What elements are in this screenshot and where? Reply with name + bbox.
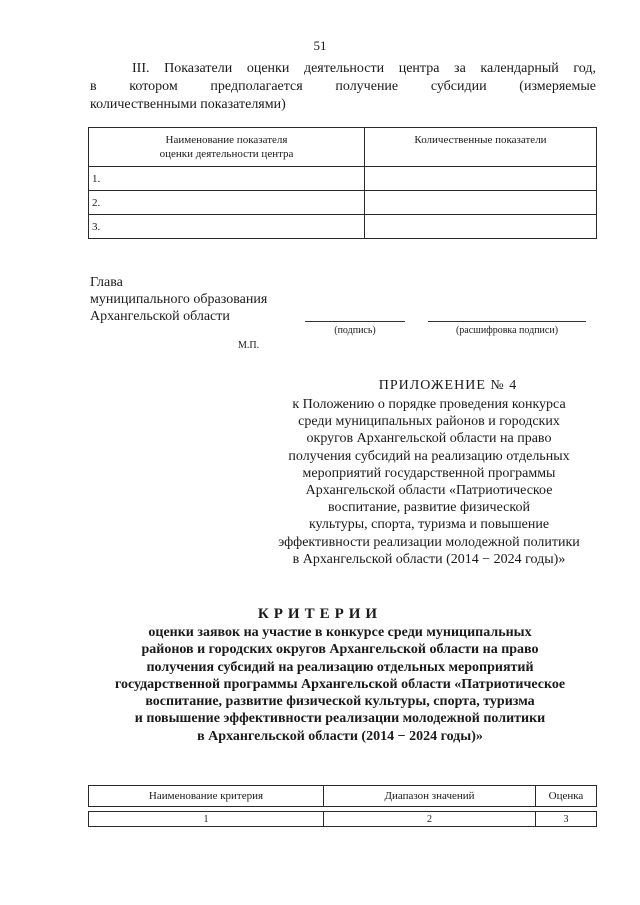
signature-field	[305, 321, 405, 336]
appendix-line: среди муниципальных районов и городских	[298, 414, 560, 430]
criteria-subtitle-line: и повышение эффективности реализации молодежной политики	[134, 711, 546, 727]
criteria-col-name-header: Наименование критерия	[89, 786, 324, 807]
table-row	[89, 167, 597, 191]
appendix-line: мероприятий государственной программы	[302, 465, 556, 481]
row-number: 2.	[89, 191, 365, 215]
criteria-subtitle-line: получения субсидий на реализацию отдельных мероприятий	[146, 659, 534, 675]
criteria-col-range-header: Диапазон значений	[324, 786, 536, 807]
criteria-subtitle-line: оценки заявок на участие в конкурсе среди муниципальных	[148, 625, 532, 640]
signature-line	[305, 321, 405, 322]
table-row	[89, 191, 597, 215]
indicators-col-name-header: Наименование показателя оценки деятельности центра	[89, 128, 365, 167]
appendix-line: получения субсидий на реализацию отдельных	[288, 448, 570, 464]
column-number: 2	[324, 812, 536, 827]
signature-block	[90, 274, 267, 325]
row-value-cell	[365, 215, 597, 239]
table-row	[89, 215, 597, 239]
section-heading-line: количественными показателями)	[90, 97, 286, 112]
appendix-title: ПРИЛОЖЕНИЕ № 4	[378, 378, 518, 393]
appendix-line: в Архангельской области (2014 − 2024 годы)»	[292, 551, 566, 567]
signatory-title: Архангельской области	[90, 309, 230, 324]
criteria-table	[88, 785, 597, 827]
criteria-title: КРИТЕРИИ	[257, 606, 383, 622]
signature-decode-field	[428, 321, 586, 336]
criteria-subtitle-line: воспитание, развитие физической культуры, спорта, туризма	[145, 694, 535, 710]
signatory-title: муниципального образования	[90, 292, 268, 307]
appendix-line: к Положению о порядке проведения конкурса	[292, 397, 566, 412]
column-number: 3	[536, 812, 597, 827]
stamp-place: М.П.	[238, 340, 260, 351]
indicators-col-value-header: Количественные показатели	[365, 128, 597, 167]
row-number: 3.	[89, 215, 365, 239]
row-value-cell	[365, 191, 597, 215]
appendix-line: Архангельской области «Патриотическое	[305, 483, 553, 499]
section-heading-line: III. Показатели оценки деятельности центра за календарный год,	[132, 61, 596, 76]
appendix-line: культуры, спорта, туризма и повышение	[308, 517, 550, 533]
signature-decode-line	[428, 321, 586, 322]
signatory-title: Глава	[90, 275, 123, 290]
criteria-subtitle	[80, 624, 600, 745]
criteria-subtitle-line: районов и городских округов Архангельской области на право	[141, 642, 539, 658]
criteria-number-row	[89, 812, 597, 827]
row-value-cell	[365, 167, 597, 191]
appendix-line: эффективности реализации молодежной политики	[278, 534, 580, 550]
appendix-line: воспитание, развитие физической	[328, 500, 530, 516]
section-heading-line: в котором предполагается получение субсидии (измеряемые	[90, 79, 596, 94]
criteria-subtitle-line: государственной программы Архангельской области «Патриотическое	[114, 676, 566, 692]
criteria-subtitle-line: в Архангельской области (2014 − 2024 годы)»	[197, 728, 483, 744]
page-number: 51	[313, 38, 327, 53]
appendix-body	[262, 396, 596, 568]
signature-caption: (подпись)	[334, 325, 376, 336]
criteria-header-row	[89, 786, 597, 807]
criteria-col-score-header: Оценка	[536, 786, 597, 807]
signature-decode-caption: (расшифровка подписи)	[455, 325, 559, 336]
appendix-line: округов Архангельской области на право	[306, 431, 552, 447]
row-number: 1.	[89, 167, 365, 191]
indicators-table	[88, 127, 597, 239]
section-heading	[90, 60, 596, 114]
column-number: 1	[89, 812, 324, 827]
